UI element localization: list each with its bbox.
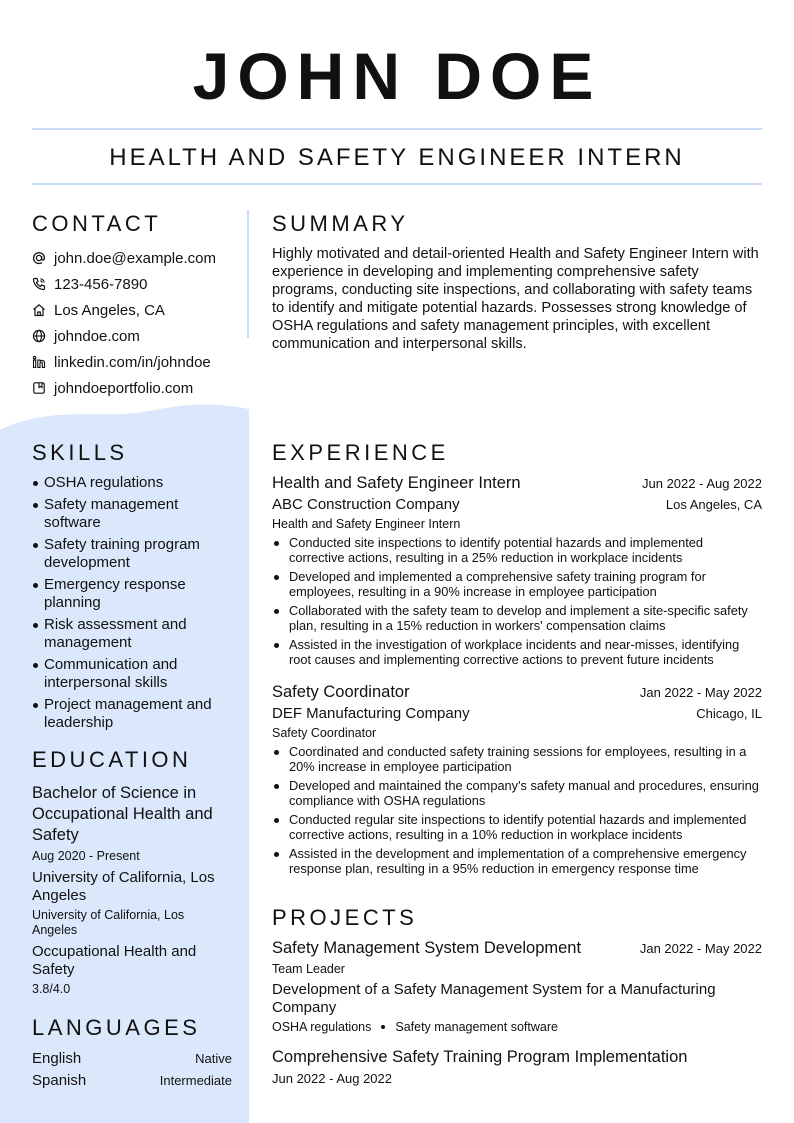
project-title: Safety Management System Development [272, 939, 582, 957]
job-dates: Jan 2022 - May 2022 [639, 685, 762, 700]
at-icon [32, 251, 46, 265]
job-bullets [272, 744, 762, 876]
contact-location-text: Los Angeles, CA [54, 301, 165, 319]
education-dates: Aug 2020 - Present [32, 849, 140, 863]
skill-item: Safety training program development [32, 536, 232, 572]
job-bullet: Developed and implemented a comprehensive safety training program for employees, resulting in a 90% increase in employee participation [272, 569, 762, 599]
language-level: Intermediate [159, 1072, 232, 1088]
experience-section [272, 440, 762, 880]
languages-section [32, 1015, 232, 1091]
contact-email[interactable] [32, 245, 232, 271]
contact-section [32, 211, 232, 401]
job-company: DEF Manufacturing Company [272, 705, 470, 722]
portfolio-icon [32, 381, 46, 395]
skill-item: Emergency response planning [32, 576, 232, 612]
job-entry [272, 683, 762, 876]
skill-item: Project management and leadership [32, 696, 232, 732]
header-bottom-rule [32, 183, 762, 185]
column-divider [247, 210, 249, 338]
job-bullet: Assisted in the investigation of workplace incidents and near-misses, identifying root causes and implementing corrective actions to prevent future incidents [272, 637, 762, 667]
contact-portfolio[interactable] [32, 375, 232, 401]
skills-list [32, 474, 232, 732]
summary-text: Highly motivated and detail-oriented Health and Safety Engineer Intern with experience in developing and implementing comprehensive safety programs, conducting site inspections, and collaborating with safety teams to identify and mitigate potential hazards. Possesses strong knowledge of OSHA regulations and safety management principles, with excellent communication and interpersonal skills. [272, 246, 759, 352]
tag-separator [381, 1025, 385, 1029]
contact-website[interactable] [32, 323, 232, 349]
job-role: Health and Safety Engineer Intern [272, 517, 461, 531]
job-bullets [272, 535, 762, 667]
education-field: Occupational Health and Safety [32, 943, 197, 978]
contact-linkedin-text: linkedin.com/in/johndoe [54, 353, 211, 371]
job-title: HEALTH AND SAFETY ENGINEER INTERN [109, 144, 685, 171]
skill-item: Communication and interpersonal skills [32, 656, 232, 692]
project-tag: OSHA regulations [272, 1020, 372, 1034]
job-bullet: Assisted in the development and implementation of a comprehensive emergency response plan, resulting in a 95% reduction in emergency response time [272, 846, 762, 876]
languages-heading: LANGUAGES [32, 1015, 201, 1040]
job-title: Health and Safety Engineer Intern [272, 474, 521, 492]
job-dates: Jun 2022 - Aug 2022 [642, 476, 762, 491]
contact-location [32, 297, 232, 323]
education-gpa: 3.8/4.0 [32, 982, 71, 996]
skill-item: OSHA regulations [32, 474, 232, 492]
job-location: Los Angeles, CA [665, 497, 762, 512]
education-degree: Bachelor of Science in Occupational Health and Safety [32, 784, 213, 844]
language-row [32, 1047, 232, 1069]
globe-icon [32, 329, 46, 343]
project-entry [272, 939, 762, 1034]
contact-phone[interactable] [32, 271, 232, 297]
skills-heading: SKILLS [32, 440, 128, 465]
header-top-rule [32, 128, 762, 130]
contact-linkedin[interactable] [32, 349, 232, 375]
skill-item: Safety management software [32, 496, 232, 532]
job-location: Chicago, IL [696, 706, 762, 721]
job-bullet: Conducted site inspections to identify potential hazards and implemented corrective actions, resulting in a 25% reduction in workplace incidents [272, 535, 762, 565]
project-description: Development of a Safety Management System for a Manufacturing Company [272, 981, 716, 1016]
job-role: Safety Coordinator [272, 726, 377, 740]
language-row [32, 1069, 232, 1091]
job-title: Safety Coordinator [272, 683, 410, 701]
education-school-sub: University of California, Los Angeles [32, 908, 185, 937]
job-entry [272, 474, 762, 667]
language-name: English [32, 1049, 82, 1067]
home-icon [32, 303, 46, 317]
skills-section [32, 440, 232, 736]
project-tags [272, 1020, 762, 1034]
contact-website-text: johndoe.com [54, 327, 140, 345]
contact-phone-text: 123-456-7890 [54, 275, 148, 293]
skill-item: Risk assessment and management [32, 616, 232, 652]
education-section [32, 747, 232, 997]
contact-portfolio-text: johndoeportfolio.com [54, 379, 194, 397]
job-bullet: Coordinated and conducted safety training sessions for employees, resulting in a 20% increase in employee participation [272, 744, 762, 774]
project-title: Comprehensive Safety Training Program Implementation [272, 1048, 688, 1066]
linkedin-icon [32, 355, 46, 369]
job-bullet: Developed and maintained the company's safety manual and procedures, ensuring compliance with OSHA regulations [272, 778, 762, 808]
project-dates: Jan 2022 - May 2022 [639, 941, 762, 956]
job-company: ABC Construction Company [272, 496, 460, 513]
project-tag: Safety management software [395, 1020, 558, 1034]
education-school: University of California, Los Angeles [32, 869, 215, 904]
experience-heading: EXPERIENCE [272, 440, 449, 465]
language-name: Spanish [32, 1071, 87, 1089]
summary-section [272, 211, 762, 353]
job-bullet: Conducted regular site inspections to identify potential hazards and implemented corrective actions, resulting in a 10% reduction in workplace incidents [272, 812, 762, 842]
job-bullet: Collaborated with the safety team to develop and implement a site-specific safety plan, resulting in a 15% reduction in workers' compensation claims [272, 603, 762, 633]
project-role: Team Leader [272, 962, 345, 976]
contact-heading: CONTACT [32, 211, 162, 236]
education-heading: EDUCATION [32, 747, 192, 772]
phone-icon [32, 277, 46, 291]
projects-heading: PROJECTS [272, 905, 418, 930]
project-dates: Jun 2022 - Aug 2022 [272, 1071, 392, 1086]
summary-heading: SUMMARY [272, 211, 409, 236]
projects-section [272, 905, 762, 1086]
candidate-name: JOHN DOE [192, 39, 602, 113]
contact-email-text: john.doe@example.com [54, 249, 216, 267]
language-level: Native [195, 1050, 232, 1066]
project-entry [272, 1048, 762, 1086]
